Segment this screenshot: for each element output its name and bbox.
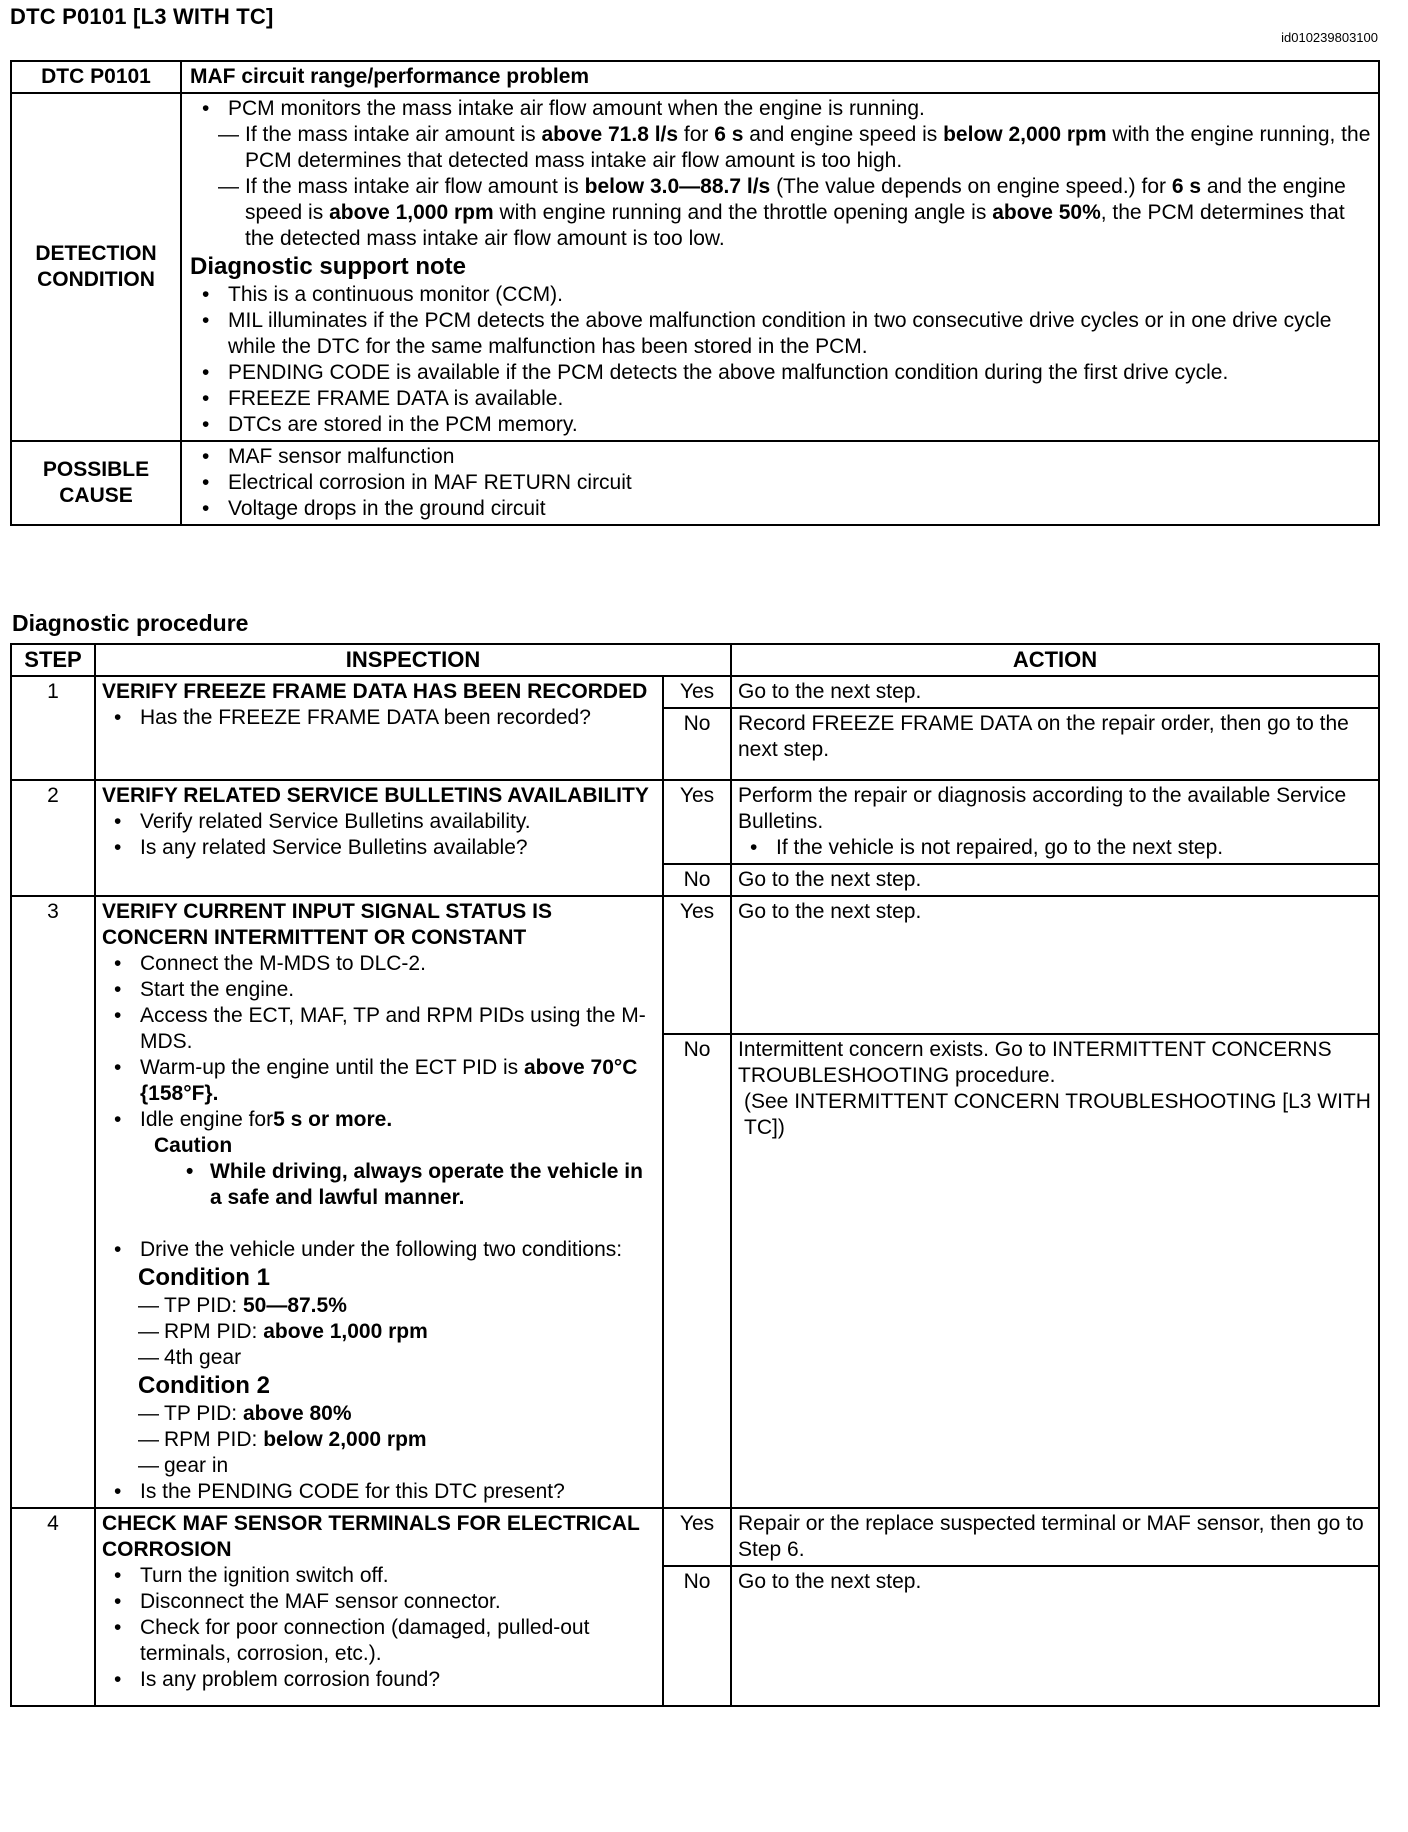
yes-action [731, 780, 1379, 864]
text: gear in [164, 1454, 229, 1477]
possible-cause-label [11, 441, 181, 525]
caution-heading: Caution [154, 1134, 233, 1157]
inspection-item: • Access the ECT, MAF, TP and RPM PIDs using the M-MDS. [102, 1003, 656, 1055]
yes-label: Yes [663, 676, 731, 708]
text: TP PID: [164, 1294, 243, 1317]
condition-item: — 4th gear [138, 1346, 242, 1369]
cause-label-line1: POSSIBLE [42, 458, 150, 481]
page-title: DTC P0101 [L3 WITH TC] [10, 4, 274, 29]
inspection-item: • Has the FREEZE FRAME DATA been recorded? [102, 705, 656, 731]
value: above 1,000 rpm [329, 201, 494, 224]
dtc-code-cell: DTC P0101 [11, 61, 181, 93]
text: (The value depends on engine speed.) for [770, 175, 1172, 198]
inspection-item: • Verify related Service Bulletins availability. [102, 809, 656, 835]
step-3-yes-row [11, 896, 1379, 1034]
text: RPM PID: [164, 1428, 264, 1451]
diagnostic-procedure-table [10, 643, 1380, 1707]
condition-item: — gear in [138, 1454, 229, 1477]
step-1-yes-row [11, 676, 1379, 708]
inspection-item: • Start the engine. [102, 977, 656, 1003]
detection-condition-content [181, 93, 1379, 441]
yes-action-text: Perform the repair or diagnosis according to the available Service Bulletins. [738, 784, 1347, 833]
inspection-item: • Turn the ignition switch off. [102, 1563, 656, 1589]
dtc-header-row [11, 61, 1379, 93]
note-item: • This is a continuous monitor (CCM). [190, 282, 1372, 308]
inspection-item: • Drive the vehicle under the following two conditions: [102, 1237, 656, 1263]
no-action: Record FREEZE FRAME DATA on the repair order, then go to the next step. [731, 708, 1379, 780]
value: above 80% [242, 1402, 352, 1425]
cause-item: • Voltage drops in the ground circuit [190, 496, 1372, 522]
condition-item: — RPM PID: below 2,000 rpm [138, 1428, 427, 1451]
value: below 2,000 rpm [943, 123, 1107, 146]
no-label: No [663, 708, 731, 780]
text: RPM PID: [164, 1320, 264, 1343]
note-item: • FREEZE FRAME DATA is available. [190, 386, 1372, 412]
text: and engine speed is [743, 123, 944, 146]
text: If the mass intake air amount is [245, 123, 542, 146]
step-heading: VERIFY CURRENT INPUT SIGNAL STATUS IS CONCERN INTERMITTENT OR CONSTANT [102, 900, 552, 949]
inspection-item [102, 1107, 656, 1133]
value: 5 s or more. [273, 1108, 393, 1131]
step-inspection [95, 676, 663, 780]
document-id: id010239803100 [1281, 30, 1378, 45]
step-2-yes-row [11, 780, 1379, 864]
action-column-header: ACTION [731, 644, 1379, 676]
text: and the engine speed is [245, 175, 1346, 224]
no-action [731, 1034, 1379, 1508]
text: Warm-up the engine until the ECT PID is [140, 1056, 524, 1079]
text: with engine running and the throttle opening angle is [493, 201, 993, 224]
no-label: No [663, 864, 731, 896]
cause-label-line2: CAUSE [59, 484, 133, 507]
no-label: No [663, 1566, 731, 1706]
condition-item: — RPM PID: above 1,000 rpm [138, 1320, 428, 1343]
inspection-item: • Is any related Service Bulletins available? [102, 835, 656, 861]
value: 50—87.5% [242, 1294, 347, 1317]
yes-action: Go to the next step. [731, 676, 1379, 708]
detection-condition-label [11, 93, 181, 441]
step-number: 1 [11, 676, 95, 780]
cause-item: • MAF sensor malfunction [190, 444, 1372, 470]
inspection-item: • Is any problem corrosion found? [102, 1667, 656, 1693]
dtc-summary-table [10, 60, 1380, 526]
value: below 2,000 rpm [263, 1428, 427, 1451]
low-condition: — If the mass intake air flow amount is below 3.0—88.7 l/s (The value depends on engine speed.) for 6 s and the engine speed is above 1,000 rpm with engine running and the throttle opening angle is above 50%, the PCM determines that the detected mass intake air flow amount is too low. [218, 175, 1346, 250]
step-inspection [95, 896, 663, 1508]
note-item: • MIL illuminates if the PCM detects the above malfunction condition in two consecutive drive cycles or in one drive cycle while the DTC for the same malfunction has been stored in the PCM. [190, 308, 1372, 360]
inspection-item [102, 1055, 656, 1107]
possible-cause-content [181, 441, 1379, 525]
value: above 70°C {158°F}. [140, 1056, 638, 1105]
procedure-heading: Diagnostic procedure [12, 610, 249, 636]
support-note-list [190, 282, 1372, 438]
condition-item: — TP PID: above 80% [138, 1402, 352, 1425]
text: with the engine running, the PCM determines that detected mass intake air flow amount is too high. [245, 123, 1371, 172]
inspection-item: • Connect the M-MDS to DLC-2. [102, 951, 656, 977]
text: , the PCM determines that the detected mass intake air flow amount is too low. [245, 201, 1345, 250]
monitor-text: PCM monitors the mass intake air flow amount when the engine is running. [228, 97, 925, 120]
step-number: 4 [11, 1508, 95, 1706]
cause-item: • Electrical corrosion in MAF RETURN circuit [190, 470, 1372, 496]
step-heading: CHECK MAF SENSOR TERMINALS FOR ELECTRICAL CORROSION [102, 1512, 640, 1561]
dtc-description-cell: MAF circuit range/performance problem [181, 61, 1379, 93]
no-label: No [663, 1034, 731, 1508]
inspection-column-header: INSPECTION [95, 644, 731, 676]
step-column-header: STEP [11, 644, 95, 676]
condition-item: — TP PID: 50—87.5% [138, 1294, 347, 1317]
yes-label: Yes [663, 896, 731, 1034]
value: below 3.0—88.7 l/s [584, 175, 771, 198]
note-item: • DTCs are stored in the PCM memory. [190, 412, 1372, 438]
yes-action: Repair or the replace suspected terminal or MAF sensor, then go to Step 6. [731, 1508, 1379, 1566]
step-number: 3 [11, 896, 95, 1508]
monitor-bullet [190, 96, 1372, 252]
value: above 50% [992, 201, 1101, 224]
text: TP PID: [164, 1402, 243, 1425]
detection-condition-row [11, 93, 1379, 441]
yes-action: Go to the next step. [731, 896, 1379, 1034]
condition-1-heading: Condition 1 [138, 1264, 270, 1291]
value: 6 s [714, 123, 744, 146]
text: Idle engine for [140, 1108, 274, 1131]
support-note-heading: Diagnostic support note [190, 253, 466, 280]
step-heading: VERIFY RELATED SERVICE BULLETINS AVAILABILITY [102, 784, 649, 807]
caution-item: • While driving, always operate the vehicle in a safe and lawful manner. [102, 1159, 656, 1211]
no-action-text: Intermittent concern exists. Go to INTERMITTENT CONCERNS TROUBLESHOOTING procedure. [738, 1037, 1332, 1087]
detection-label-line2: CONDITION [37, 268, 155, 291]
value: above 1,000 rpm [263, 1320, 428, 1343]
procedure-header-row [11, 644, 1379, 676]
detection-label-line1: DETECTION [35, 242, 157, 265]
inspection-item: • Disconnect the MAF sensor connector. [102, 1589, 656, 1615]
step-inspection [95, 780, 663, 896]
step-number: 2 [11, 780, 95, 896]
step-inspection [95, 1508, 663, 1706]
yes-label: Yes [663, 1508, 731, 1566]
condition-2-heading: Condition 2 [138, 1372, 270, 1399]
possible-cause-row [11, 441, 1379, 525]
text: for [678, 123, 715, 146]
step-heading: VERIFY FREEZE FRAME DATA HAS BEEN RECORDED [102, 680, 648, 703]
inspection-item: • Check for poor connection (damaged, pulled-out terminals, corrosion, etc.). [102, 1615, 656, 1667]
value: 6 s [1171, 175, 1202, 198]
no-action-reference: (See INTERMITTENT CONCERN TROUBLESHOOTING [L3 WITH TC]) [744, 1089, 1371, 1139]
value: above 71.8 l/s [541, 123, 679, 146]
inspection-item: • Is the PENDING CODE for this DTC present? [102, 1479, 656, 1505]
yes-label: Yes [663, 780, 731, 864]
high-condition: — If the mass intake air amount is above 71.8 l/s for 6 s and engine speed is below 2,000 rpm with the engine running, the PCM determines that detected mass intake air flow amount is too high. [218, 123, 1371, 172]
no-action: Go to the next step. [731, 1566, 1379, 1706]
yes-action-sub: • If the vehicle is not repaired, go to the next step. [738, 835, 1372, 861]
no-action: Go to the next step. [731, 864, 1379, 896]
note-item: • PENDING CODE is available if the PCM detects the above malfunction condition during the first drive cycle. [190, 360, 1372, 386]
text: If the mass intake air flow amount is [245, 175, 585, 198]
text: 4th gear [164, 1346, 242, 1369]
step-4-yes-row [11, 1508, 1379, 1566]
